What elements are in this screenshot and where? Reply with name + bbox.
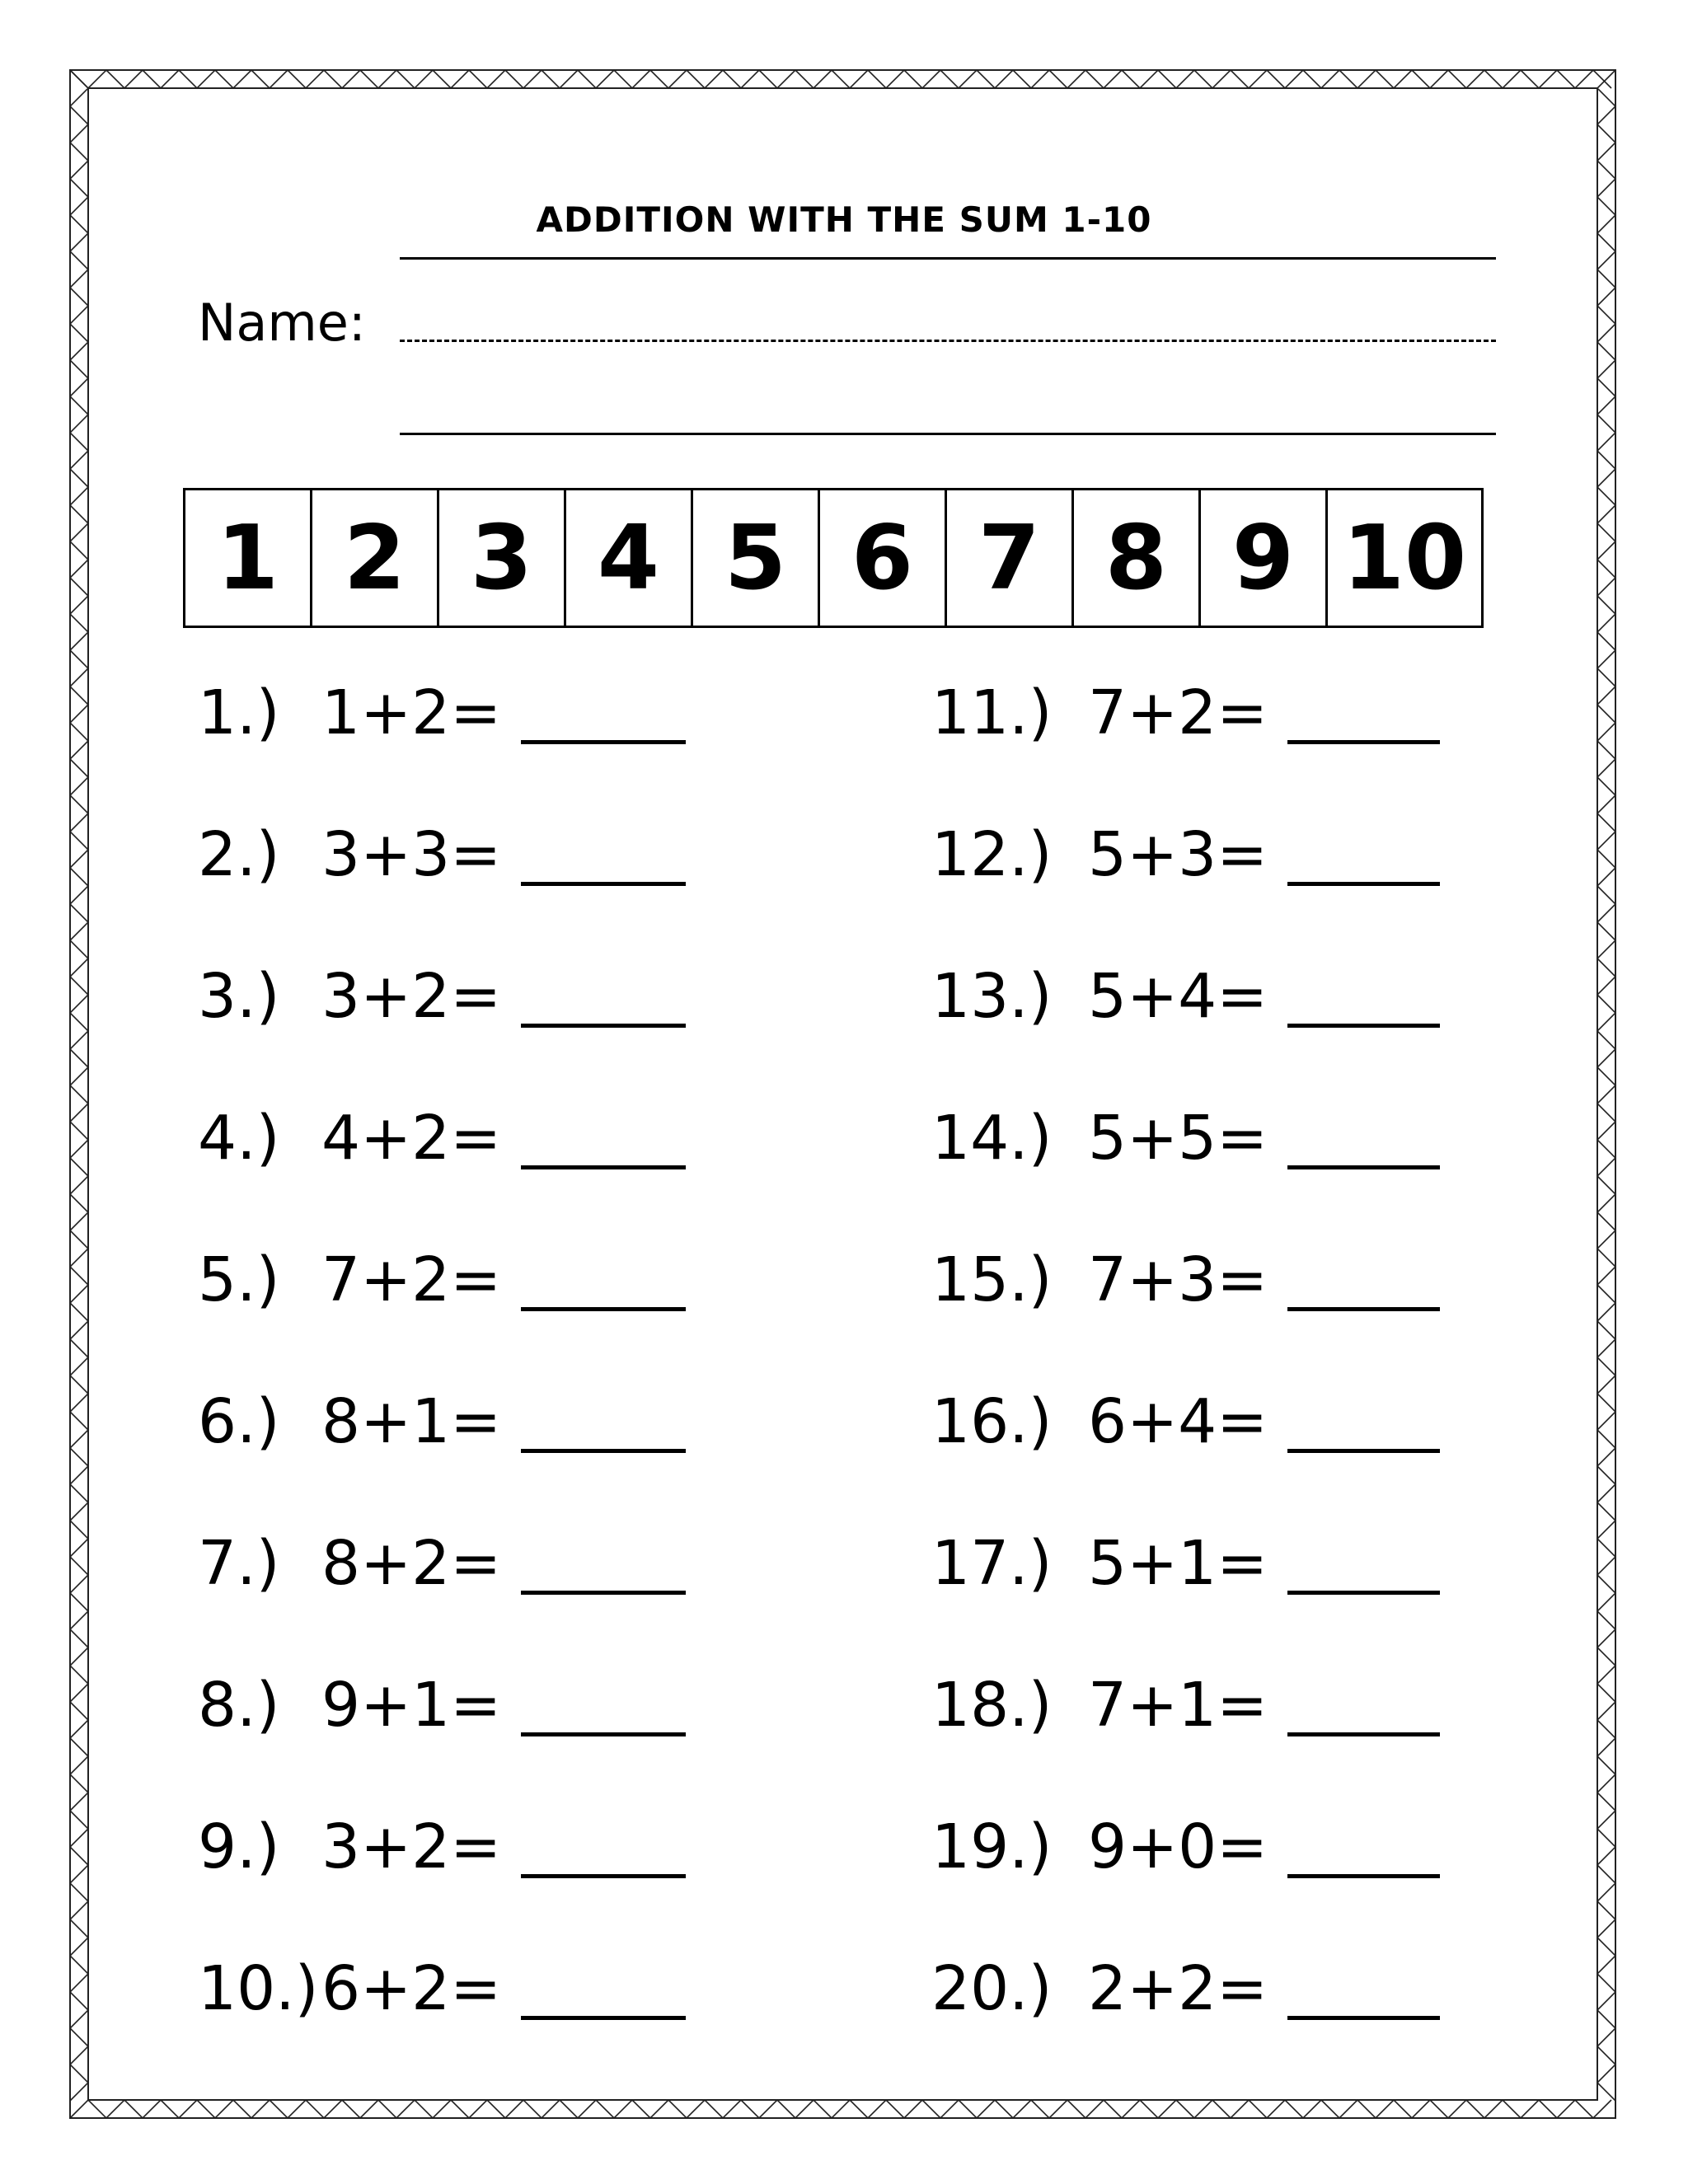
problem-expression: 6+2= xyxy=(321,1953,502,2024)
problem-expression: 2+2= xyxy=(1088,1953,1268,2024)
problem-number: 20.) xyxy=(931,1953,1053,2024)
answer-blank[interactable] xyxy=(1287,1668,1440,1736)
problem-number: 4.) xyxy=(198,1103,280,1174)
number-cell: 6 xyxy=(820,490,947,626)
problem-row xyxy=(198,1810,686,1952)
problem-number: 17.) xyxy=(931,1528,1053,1599)
number-cell: 8 xyxy=(1074,490,1201,626)
answer-blank[interactable] xyxy=(521,1385,686,1453)
answer-blank[interactable] xyxy=(521,1952,686,2020)
number-cell: 9 xyxy=(1201,490,1328,626)
problem-number: 10.) xyxy=(198,1953,319,2024)
problem-number: 9.) xyxy=(198,1811,280,1882)
answer-blank[interactable] xyxy=(1287,1385,1440,1453)
problem-number: 3.) xyxy=(198,961,280,1032)
problem-number: 19.) xyxy=(931,1811,1053,1882)
number-cell: 10 xyxy=(1342,506,1467,610)
answer-blank[interactable] xyxy=(1287,1952,1440,2020)
problem-expression: 5+4= xyxy=(1088,961,1268,1032)
problem-number: 2.) xyxy=(198,819,280,890)
problem-number: 11.) xyxy=(931,677,1053,748)
answer-blank[interactable] xyxy=(521,818,686,886)
problem-expression: 6+4= xyxy=(1088,1386,1268,1457)
number-cell: 5 xyxy=(693,490,820,626)
problem-row xyxy=(198,1101,686,1243)
problem-row xyxy=(198,1668,686,1810)
problem-row xyxy=(931,1243,1440,1385)
answer-blank[interactable] xyxy=(1287,818,1440,886)
problem-row xyxy=(931,1526,1440,1668)
number-cell: 2 xyxy=(312,490,439,626)
name-label: Name: xyxy=(198,293,366,353)
problem-row xyxy=(198,959,686,1101)
problem-expression: 5+5= xyxy=(1088,1103,1268,1174)
answer-blank[interactable] xyxy=(1287,1101,1440,1169)
problem-expression: 9+0= xyxy=(1088,1811,1268,1882)
problem-expression: 7+2= xyxy=(321,1244,502,1315)
answer-blank[interactable] xyxy=(521,1526,686,1595)
answer-blank[interactable] xyxy=(1287,1243,1440,1311)
problem-expression: 3+2= xyxy=(321,1811,502,1882)
problems-column-right xyxy=(931,676,1440,2093)
answer-blank[interactable] xyxy=(1287,1810,1440,1878)
problem-expression: 5+1= xyxy=(1088,1528,1268,1599)
problem-number: 15.) xyxy=(931,1244,1053,1315)
problem-number: 8.) xyxy=(198,1670,280,1741)
problem-number: 6.) xyxy=(198,1386,280,1457)
problem-number: 13.) xyxy=(931,961,1053,1032)
answer-blank[interactable] xyxy=(1287,959,1440,1028)
name-writing-line[interactable] xyxy=(400,433,1496,435)
answer-blank[interactable] xyxy=(521,959,686,1028)
title-underline xyxy=(400,257,1496,260)
problem-expression: 4+2= xyxy=(321,1103,502,1174)
answer-blank[interactable] xyxy=(521,1101,686,1169)
problem-row xyxy=(931,1668,1440,1810)
problem-expression: 5+3= xyxy=(1088,819,1268,890)
problem-expression: 7+2= xyxy=(1088,677,1268,748)
problem-row xyxy=(931,1952,1440,2093)
problem-row xyxy=(198,1385,686,1526)
number-cell: 3 xyxy=(439,490,566,626)
number-line-strip xyxy=(183,488,1484,628)
problem-number: 1.) xyxy=(198,677,280,748)
problem-row xyxy=(931,676,1440,818)
problems-column-left xyxy=(198,676,686,2093)
problem-number: 5.) xyxy=(198,1244,280,1315)
problem-number: 12.) xyxy=(931,819,1053,890)
problem-row xyxy=(198,1526,686,1668)
answer-blank[interactable] xyxy=(521,1810,686,1878)
problem-expression: 3+3= xyxy=(321,819,502,890)
problem-row xyxy=(198,1952,686,2093)
name-dashed-line xyxy=(400,340,1496,342)
answer-blank[interactable] xyxy=(1287,676,1440,744)
answer-blank[interactable] xyxy=(1287,1526,1440,1595)
number-cell: 1 xyxy=(185,490,312,626)
problem-row xyxy=(931,959,1440,1101)
worksheet-title: ADDITION WITH THE SUM 1-10 xyxy=(536,199,1152,240)
problem-row xyxy=(198,676,686,818)
problem-row xyxy=(931,818,1440,959)
problem-row xyxy=(931,1385,1440,1526)
problem-expression: 9+1= xyxy=(321,1670,502,1741)
problem-number: 16.) xyxy=(931,1386,1053,1457)
problem-row xyxy=(931,1810,1440,1952)
problem-expression: 7+3= xyxy=(1088,1244,1268,1315)
problem-row xyxy=(198,818,686,959)
answer-blank[interactable] xyxy=(521,676,686,744)
answer-blank[interactable] xyxy=(521,1668,686,1736)
number-cell: 4 xyxy=(566,490,693,626)
problem-number: 7.) xyxy=(198,1528,280,1599)
problem-number: 14.) xyxy=(931,1103,1053,1174)
problem-expression: 8+2= xyxy=(321,1528,502,1599)
number-cell: 7 xyxy=(947,490,1074,626)
answer-blank[interactable] xyxy=(521,1243,686,1311)
problem-expression: 1+2= xyxy=(321,677,502,748)
problem-row xyxy=(198,1243,686,1385)
problem-expression: 3+2= xyxy=(321,961,502,1032)
problem-expression: 8+1= xyxy=(321,1386,502,1457)
problem-number: 18.) xyxy=(931,1670,1053,1741)
problem-row xyxy=(931,1101,1440,1243)
problem-expression: 7+1= xyxy=(1088,1670,1268,1741)
